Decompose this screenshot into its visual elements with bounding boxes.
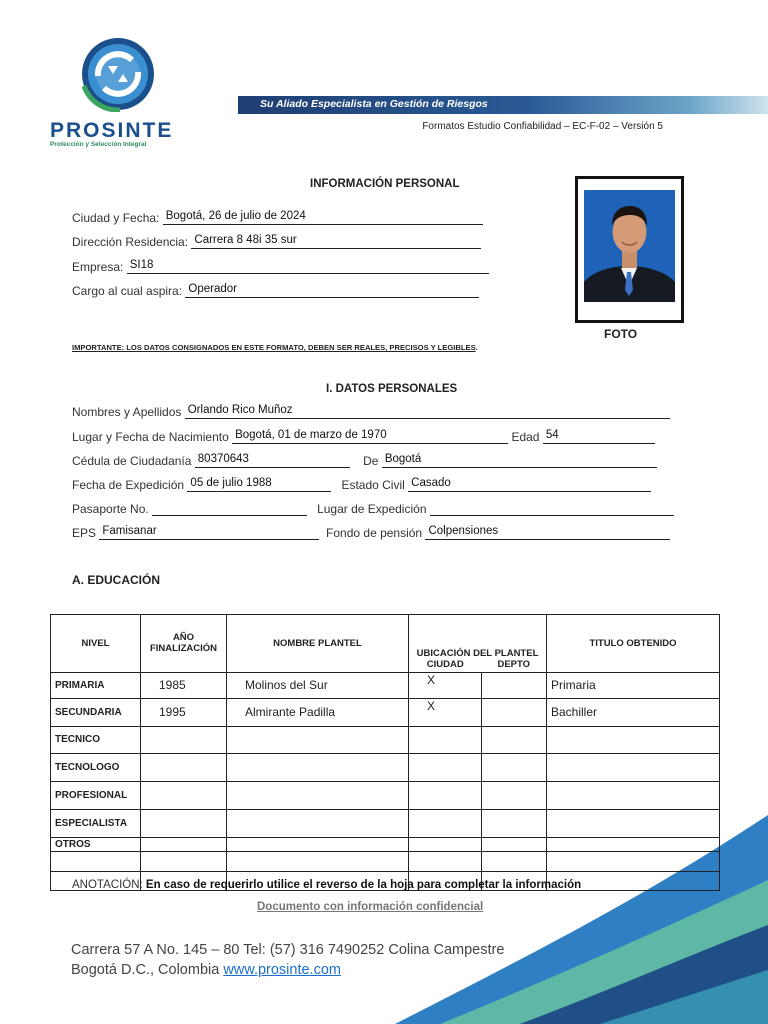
- brand-name: PROSINTE: [50, 119, 174, 142]
- important-text: IMPORTANTE: LOS DATOS CONSIGNADOS EN ESTE FORMATO, DEBEN SER REALES, PRECISOS Y LEGIBLES: [72, 343, 476, 352]
- id-field[interactable]: [195, 453, 350, 468]
- form-code: Formatos Estudio Confiabilidad – EC-F-02 – Versión 5: [422, 121, 663, 132]
- passport-row: [72, 501, 674, 517]
- col-nivel: NIVEL: [51, 615, 141, 673]
- birth-field[interactable]: [232, 429, 508, 444]
- cell-anio[interactable]: [141, 753, 227, 781]
- cell-depto[interactable]: [482, 809, 547, 837]
- de-value: Bogotá: [384, 453, 422, 465]
- footer-address: Carrera 57 A No. 145 – 80 Tel: (57) 316 7490252 Colina Campestre: [71, 942, 505, 958]
- cell-titulo[interactable]: Bachiller: [547, 698, 720, 726]
- cell-ciudad[interactable]: [409, 781, 482, 809]
- annotation-note: [72, 879, 581, 891]
- cell-ciudad[interactable]: [409, 837, 482, 851]
- cell-depto[interactable]: [482, 672, 547, 698]
- de-field[interactable]: [382, 453, 657, 468]
- eps-row: [72, 525, 670, 541]
- cell-ciudad[interactable]: [409, 753, 482, 781]
- position-value: Operador: [188, 283, 237, 295]
- cell-titulo[interactable]: [547, 809, 720, 837]
- cell-depto[interactable]: [482, 698, 547, 726]
- cell-nivel[interactable]: TECNOLOGO: [51, 753, 141, 781]
- col-depto: DEPTO: [482, 659, 547, 673]
- eps-value: Famisanar: [102, 525, 157, 537]
- cell-plantel[interactable]: Almirante Padilla: [227, 698, 409, 726]
- birth-row: [72, 429, 655, 445]
- important-notice: [72, 343, 478, 352]
- cell-plantel[interactable]: [227, 851, 409, 871]
- pension-field[interactable]: [425, 525, 670, 540]
- address-row: [72, 234, 481, 250]
- city-date-label: Ciudad y Fecha:: [72, 211, 160, 225]
- person-portrait-icon: [584, 190, 675, 302]
- cell-depto[interactable]: [482, 781, 547, 809]
- prosinte-logo-icon: [80, 36, 156, 112]
- cell-depto[interactable]: [482, 753, 547, 781]
- city-date-row: [72, 210, 483, 226]
- cell-ciudad[interactable]: [409, 726, 482, 753]
- cell-plantel[interactable]: [227, 781, 409, 809]
- cell-anio[interactable]: [141, 809, 227, 837]
- cell-nivel[interactable]: [51, 851, 141, 871]
- exp-date-value: 05 de julio 1988: [190, 477, 272, 489]
- photo-frame: [575, 176, 684, 323]
- col-plantel: NOMBRE PLANTEL: [227, 615, 409, 673]
- civil-value: Casado: [411, 477, 451, 489]
- city-date-field[interactable]: [163, 210, 483, 225]
- position-field[interactable]: [185, 283, 479, 298]
- cell-plantel[interactable]: [227, 753, 409, 781]
- table-row: [51, 851, 720, 871]
- company-field[interactable]: [127, 259, 489, 274]
- table-row: [51, 672, 720, 698]
- names-value: Orlando Rico Muñoz: [187, 404, 293, 416]
- address-value: Carrera 8 48i 35 sur: [194, 234, 297, 246]
- cell-ciudad[interactable]: X: [409, 672, 482, 698]
- cell-plantel[interactable]: [227, 726, 409, 753]
- footer-city-text: Bogotá D.C., Colombia: [71, 962, 220, 978]
- city-date-value: Bogotá, 26 de julio de 2024: [165, 210, 306, 222]
- applicant-photo: [584, 190, 675, 302]
- address-field[interactable]: [191, 234, 481, 249]
- confidential-notice: Documento con información confidencial: [257, 901, 484, 913]
- banner-text: Su Aliado Especialista en Gestión de Riesgos: [260, 98, 488, 110]
- cell-titulo[interactable]: [547, 781, 720, 809]
- id-label: Cédula de Ciudadanía: [72, 454, 192, 468]
- cell-nivel[interactable]: PROFESIONAL: [51, 781, 141, 809]
- photo-label: FOTO: [604, 327, 638, 341]
- table-row: [51, 726, 720, 753]
- exp-date-label: Fecha de Expedición: [72, 478, 185, 492]
- cell-plantel[interactable]: Molinos del Sur: [227, 672, 409, 698]
- brand-tagline: Protección y Selección Integral: [50, 141, 147, 148]
- passport-field[interactable]: [152, 501, 307, 516]
- table-row: [51, 698, 720, 726]
- cell-anio[interactable]: 1985: [141, 672, 227, 698]
- id-value: 80370643: [197, 453, 249, 465]
- exp-place-label: Lugar de Expedición: [317, 502, 427, 516]
- datos-personales-heading: I. DATOS PERSONALES: [326, 383, 458, 395]
- eps-field[interactable]: [99, 525, 319, 540]
- table-row: [51, 837, 720, 851]
- cell-titulo[interactable]: Primaria: [547, 672, 720, 698]
- table-row: [51, 781, 720, 809]
- pension-value: Colpensiones: [428, 525, 499, 537]
- company-label: Empresa:: [72, 260, 124, 274]
- civil-field[interactable]: [408, 477, 651, 492]
- cell-titulo[interactable]: [547, 753, 720, 781]
- age-value: 54: [545, 429, 559, 441]
- table-row: [51, 753, 720, 781]
- cell-titulo[interactable]: [547, 851, 720, 871]
- col-ciudad: CIUDAD: [409, 659, 482, 673]
- company-row: [72, 259, 489, 275]
- important-period: .: [475, 343, 478, 352]
- pension-label: Fondo de pensión: [326, 526, 423, 540]
- eps-label: EPS: [72, 526, 97, 540]
- de-label: De: [363, 454, 379, 468]
- cell-depto[interactable]: [482, 726, 547, 753]
- col-ubicacion: UBICACIÓN DEL PLANTEL: [409, 615, 547, 659]
- id-row: [72, 453, 657, 469]
- col-titulo: TITULO OBTENIDO: [547, 615, 720, 673]
- cell-titulo[interactable]: [547, 726, 720, 753]
- cell-plantel[interactable]: [227, 837, 409, 851]
- passport-label: Pasaporte No.: [72, 502, 149, 516]
- exp-date-row: [72, 477, 651, 493]
- cell-anio[interactable]: [141, 851, 227, 871]
- cell-depto[interactable]: [482, 851, 547, 871]
- birth-label: Lugar y Fecha de Nacimiento: [72, 430, 229, 444]
- cell-depto[interactable]: [482, 837, 547, 851]
- annotation-label: ANOTACIÓN:: [72, 879, 143, 891]
- birth-value: Bogotá, 01 de marzo de 1970: [235, 429, 387, 441]
- cell-nivel[interactable]: ESPECIALISTA: [51, 809, 141, 837]
- cell-anio[interactable]: [141, 726, 227, 753]
- civil-label: Estado Civil: [341, 478, 405, 492]
- cell-titulo[interactable]: [547, 837, 720, 851]
- cell-anio[interactable]: 1995: [141, 698, 227, 726]
- age-field[interactable]: [543, 429, 655, 444]
- cell-anio[interactable]: [141, 781, 227, 809]
- position-row: [72, 283, 479, 299]
- annotation-text: En caso de requerirlo utilice el reverso de la hoja para completar la información: [145, 879, 582, 891]
- header-banner: [238, 96, 768, 114]
- col-anio: AÑO FINALIZACIÓN: [141, 615, 227, 673]
- address-label: Dirección Residencia:: [72, 235, 189, 249]
- education-heading: A. EDUCACIÓN: [72, 573, 161, 587]
- cell-anio[interactable]: [141, 837, 227, 851]
- company-value: SI18: [129, 259, 154, 271]
- personal-info-heading: INFORMACIÓN PERSONAL: [310, 178, 460, 190]
- names-row: [72, 404, 670, 420]
- footer-city: [71, 962, 341, 978]
- table-row: [51, 809, 720, 837]
- website-link[interactable]: www.prosinte.com: [223, 962, 341, 978]
- names-label: Nombres y Apellidos: [72, 405, 182, 419]
- cell-nivel[interactable]: OTROS: [51, 837, 141, 851]
- cell-plantel[interactable]: [227, 809, 409, 837]
- cell-ciudad[interactable]: [409, 809, 482, 837]
- cell-nivel[interactable]: SECUNDARIA: [51, 698, 141, 726]
- cell-nivel[interactable]: PRIMARIA: [51, 672, 141, 698]
- names-field[interactable]: [185, 404, 670, 419]
- cell-ciudad[interactable]: [409, 851, 482, 871]
- exp-date-field[interactable]: [187, 477, 331, 492]
- age-label: Edad: [511, 430, 540, 444]
- exp-place-field[interactable]: [430, 501, 674, 516]
- education-table: [50, 614, 720, 891]
- position-label: Cargo al cual aspira:: [72, 284, 183, 298]
- cell-ciudad[interactable]: X: [409, 698, 482, 726]
- cell-nivel[interactable]: TECNICO: [51, 726, 141, 753]
